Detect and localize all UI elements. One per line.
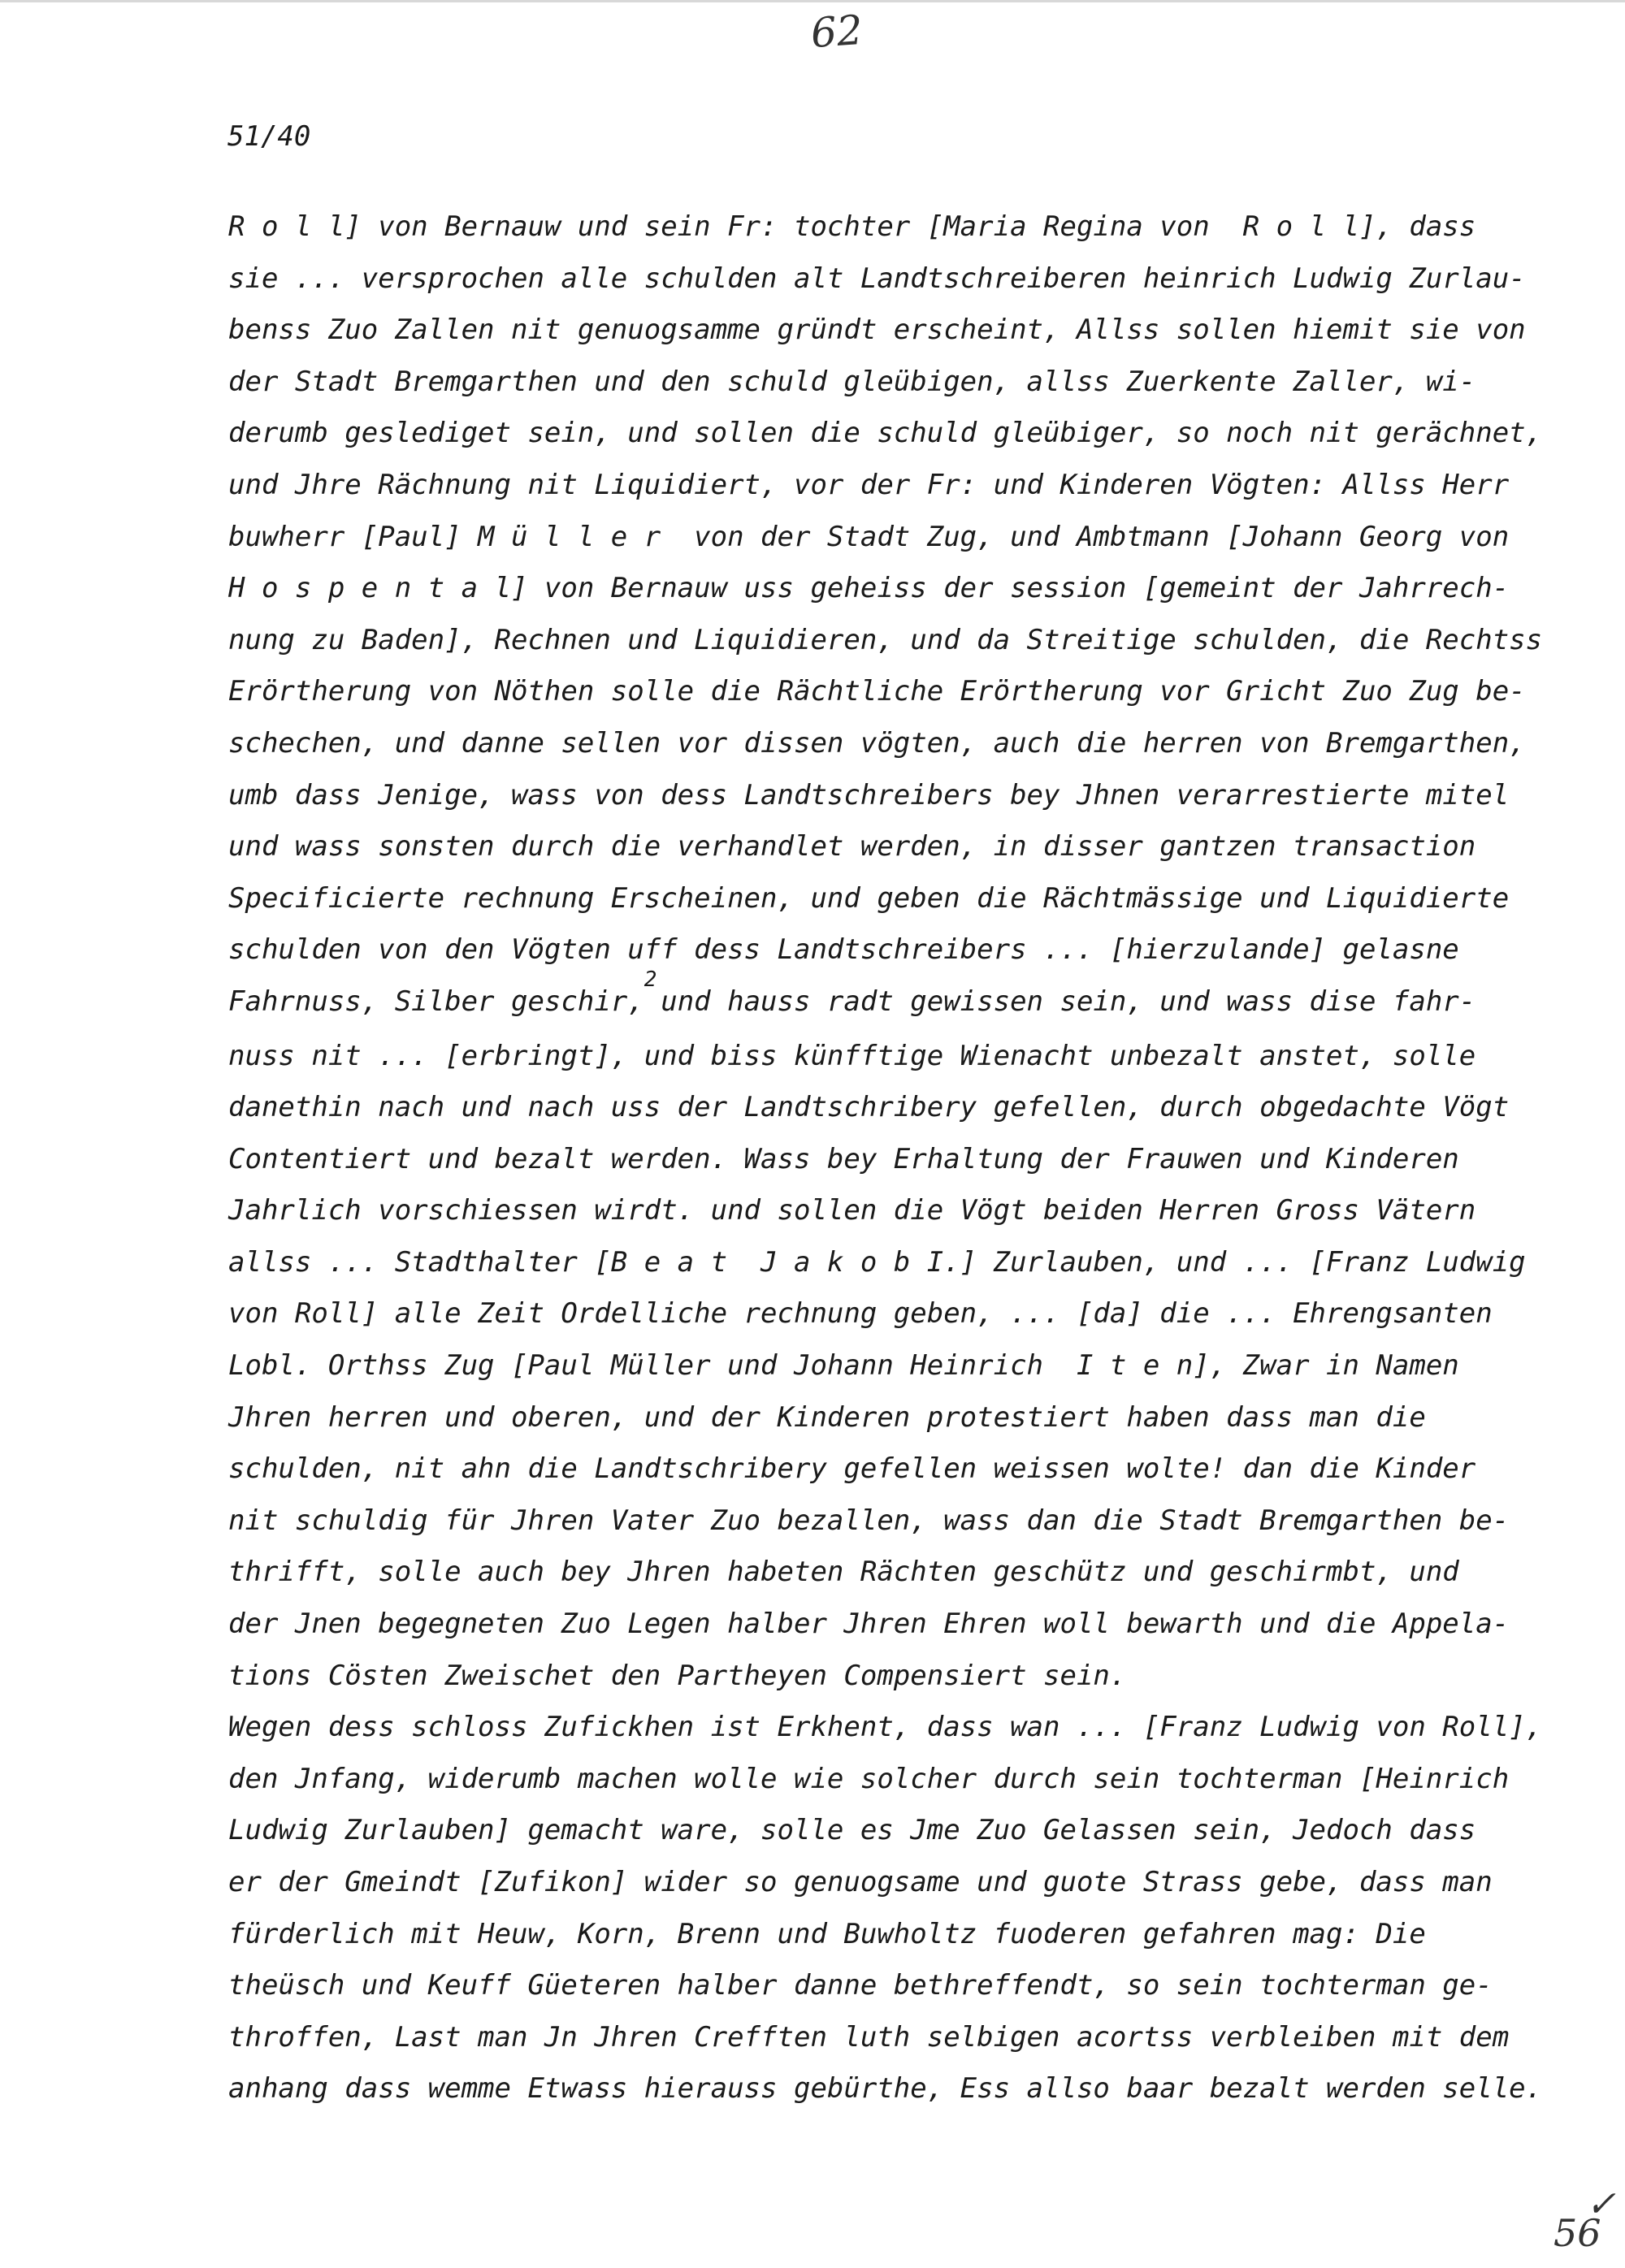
text-line: der Stadt Bremgarthen und den schuld gleübigen, allss Zuerkente Zaller, wi- [228, 365, 1476, 398]
handwritten-archive-number: 56 [1554, 2211, 1601, 2255]
handwritten-page-number: 62 [809, 6, 864, 58]
text-line: Ludwig Zurlauben] gemacht ware, solle es Jme Zuo Gelassen sein, Jedoch dass [228, 1814, 1476, 1847]
text-line: und wass sonsten durch die verhandlet werden, in disser gantzen transaction [228, 830, 1476, 863]
text-line: nung zu Baden], Rechnen und Liquidieren, und da Streitige schulden, die Rechtss [228, 623, 1543, 656]
text-line: nit schuldig für Jhren Vater Zuo bezallen, wass dan die Stadt Bremgarthen be- [228, 1504, 1510, 1537]
text-line: Jahrlich vorschiessen wirdt. und sollen die Vögt beiden Herren Gross Vätern [228, 1194, 1476, 1227]
text-line: Wegen dess schloss Zufickhen ist Erkhent, dass wan ... [Franz Ludwig von Roll], [228, 1711, 1543, 1744]
text-line: R o l l] von Bernauw und sein Fr: tochter [Maria Regina von R o l l], dass [228, 210, 1476, 243]
text-line: throffen, Last man Jn Jhren Crefften luth selbigen acortss verbleiben mit dem [228, 2020, 1510, 2054]
text-line: Contentiert und bezalt werden. Wass bey Erhaltung der Frauwen und Kinderen [228, 1142, 1459, 1175]
text-line: schechen, und danne sellen vor dissen vögten, auch die herren von Bremgarthen, [228, 726, 1526, 760]
folio-reference: 51/40 [228, 120, 311, 153]
text-line: danethin nach und nach uss der Landtschribery gefellen, durch obgedachte Vögt [228, 1091, 1510, 1124]
text-line: Lobl. Orthss Zug [Paul Müller und Johann Heinrich I t e n], Zwar in Namen [228, 1349, 1459, 1383]
text-line: und Jhre Rächnung nit Liquidiert, vor der Fr: und Kinderen Vögten: Allss Herr [228, 468, 1510, 501]
text-line: Erörtherung von Nöthen solle die Rächtliche Erörtherung vor Gricht Zuo Zug be- [228, 675, 1526, 708]
text-line: schulden, nit ahn die Landtschribery gefellen weissen wolte! dan die Kinder [228, 1452, 1476, 1486]
text-segment: und hauss radt gewissen sein, und wass dise fahr- [644, 985, 1476, 1018]
text-line: derumb geslediget sein, und sollen die schuld gleübiger, so noch nit gerächnet, [228, 417, 1543, 450]
text-line: theüsch und Keuff Güeteren halber danne bethreffendt, so sein tochterman ge- [228, 1969, 1493, 2002]
text-line: Jhren herren und oberen, und der Kinderen protestiert haben dass man die [228, 1400, 1426, 1434]
text-line: benss Zuo Zallen nit genuogsamme gründt erscheint, Allss sollen hiemit sie von [228, 314, 1526, 347]
text-line: nuss nit ... [erbringt], und biss künfftige Wienacht unbezalt anstet, solle [228, 1039, 1476, 1072]
text-line: den Jnfang, widerumb machen wolle wie solcher durch sein tochterman [Heinrich [228, 1762, 1510, 1795]
text-line: fürderlich mit Heuw, Korn, Brenn und Buwholtz fuoderen gefahren mag: Die [228, 1917, 1426, 1950]
text-line: von Roll] alle Zeit Ordelliche rechnung geben, ... [da] die ... Ehrengsanten [228, 1297, 1493, 1331]
text-line: buwherr [Paul] M ü l l e r von der Stadt Zug, und Ambtmann [Johann Georg von [228, 520, 1510, 553]
handwritten-check-mark: ✓ [1586, 2184, 1616, 2225]
text-line: der Jnen begegneten Zuo Legen halber Jhren Ehren woll bewarth und die Appela- [228, 1608, 1510, 1641]
text-segment: Fahrnuss, Silber geschir, [228, 985, 644, 1018]
text-line: anhang dass wemme Etwass hierauss gebürthe, Ess allso baar bezalt werden selle. [228, 2072, 1543, 2106]
text-line: er der Gmeindt [Zufikon] wider so genuogsame und guote Strass gebe, dass man [228, 1866, 1493, 1898]
page-top-edge [0, 0, 1625, 2]
text-line: umb dass Jenige, wass von dess Landtschreibers bey Jhnen verarrestierte mitel [228, 778, 1510, 812]
transcription-body [228, 201, 1543, 2115]
text-line: schulden von den Vögten uff dess Landtschreibers ... [hierzulande] gelasne [228, 933, 1459, 967]
text-line: thrifft, solle auch bey Jhren habeten Rächten geschütz und geschirmbt, und [228, 1556, 1459, 1589]
text-line: H o s p e n t a l] von Bernauw uss geheiss der session [gemeint der Jahrrech- [228, 572, 1510, 605]
text-line: sie ... versprochen alle schulden alt Landtschreiberen heinrich Ludwig Zurlau- [228, 262, 1526, 295]
text-line: allss ... Stadthalter [B e a t J a k o b I.] Zurlauben, und ... [Franz Ludwig [228, 1245, 1526, 1279]
text-line: tions Cösten Zweischet den Partheyen Compensiert sein. [228, 1659, 1127, 1692]
text-line: Specificierte rechnung Erscheinen, und geben die Rächtmässige und Liquidierte [228, 881, 1510, 915]
text-line-with-footnote: Fahrnuss, Silber geschir,2 und hauss radt gewissen sein, und wass dise fahr- [228, 967, 1476, 1018]
